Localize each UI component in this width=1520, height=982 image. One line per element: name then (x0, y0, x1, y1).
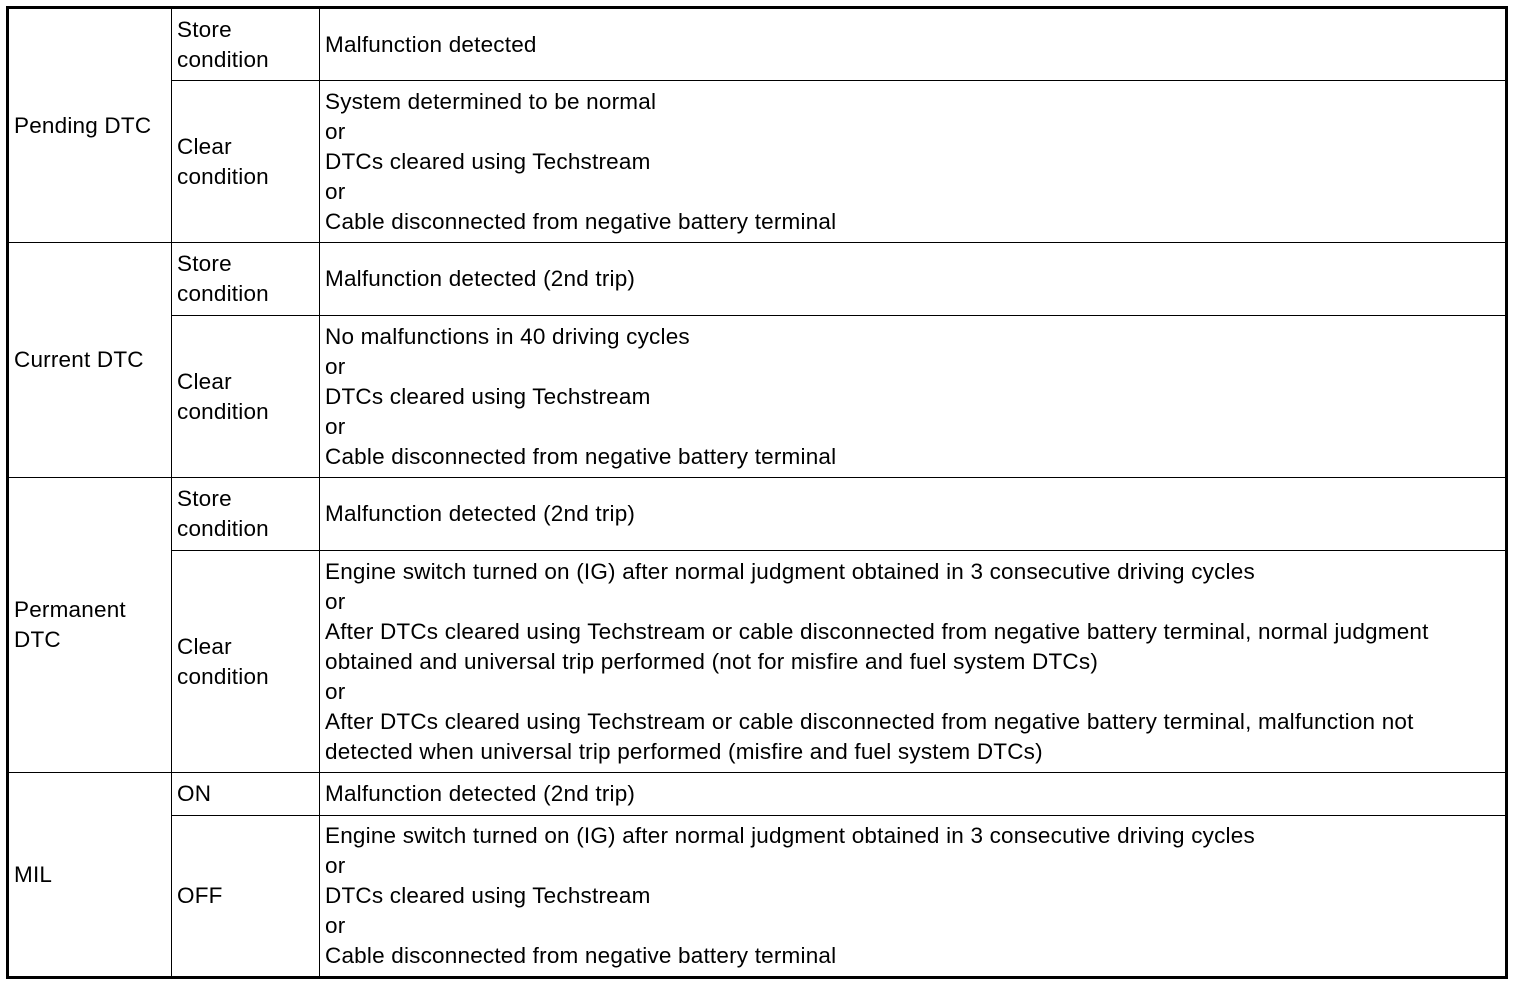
condition-text: Clear (177, 133, 232, 159)
dtc-condition-table (6, 6, 1508, 979)
row-group-name: Permanent DTC (14, 597, 126, 652)
row-group-name: Pending DTC (14, 112, 152, 138)
row-group-label (8, 8, 172, 243)
description-text: Malfunction detected (325, 31, 537, 57)
table-row (8, 8, 1507, 81)
description-text: Engine switch turned on (IG) after normal judgment obtained in 3 consecutive driving cycles (325, 823, 1255, 848)
description-text: or (325, 353, 346, 379)
description-cell (320, 816, 1507, 978)
condition-text: Clear (177, 633, 232, 659)
condition-cell (172, 243, 320, 316)
description-text: After DTCs cleared using Techstream or cable disconnected from negative battery terminal, malfunction not detected when universal trip performed (misfire and fuel system DTCs) (325, 708, 1414, 764)
condition-cell (172, 478, 320, 551)
description-text: After DTCs cleared using Techstream or cable disconnected from negative battery terminal, normal judgment obtained and universal trip performed (not for misfire and fuel system DTCs) (325, 618, 1429, 674)
condition-text: Clear (177, 368, 232, 394)
description-text: or (325, 913, 346, 938)
condition-cell (172, 8, 320, 81)
condition-text: condition (177, 516, 269, 541)
condition-cell (172, 773, 320, 816)
description-text: or (325, 853, 346, 878)
condition-cell (172, 816, 320, 978)
description-cell (320, 478, 1507, 551)
description-cell (320, 316, 1507, 478)
description-text: DTCs cleared using Techstream (325, 383, 651, 409)
table-row (8, 316, 1507, 478)
row-group-name: Current DTC (14, 347, 144, 372)
condition-text: condition (177, 163, 269, 189)
description-text: Malfunction detected (2nd trip) (325, 781, 636, 806)
condition-text: condition (177, 46, 269, 72)
condition-text: Store (177, 16, 232, 42)
description-cell (320, 8, 1507, 81)
table-row (8, 773, 1507, 816)
description-text: or (325, 588, 346, 614)
description-text: or (325, 178, 346, 204)
description-text: DTCs cleared using Techstream (325, 148, 651, 174)
description-text: Cable disconnected from negative battery terminal (325, 943, 837, 968)
description-text: Cable disconnected from negative battery terminal (325, 208, 837, 234)
condition-cell (172, 316, 320, 478)
condition-text: condition (177, 398, 269, 424)
description-text: or (325, 678, 346, 704)
description-text: Malfunction detected (2nd trip) (325, 501, 636, 526)
row-group-name: MIL (14, 861, 53, 887)
description-cell (320, 243, 1507, 316)
condition-cell (172, 81, 320, 243)
table-row (8, 81, 1507, 243)
row-group-label (8, 773, 172, 978)
description-text: or (325, 118, 346, 144)
description-text: or (325, 413, 346, 439)
description-cell (320, 551, 1507, 773)
condition-text: ON (177, 781, 212, 806)
condition-cell (172, 551, 320, 773)
table-row (8, 243, 1507, 316)
description-text: DTCs cleared using Techstream (325, 883, 651, 908)
table-row (8, 816, 1507, 978)
condition-text: condition (177, 663, 269, 689)
description-cell (320, 81, 1507, 243)
condition-text: Store (177, 486, 232, 511)
condition-text: Store (177, 251, 232, 276)
table-row (8, 551, 1507, 773)
condition-text: condition (177, 281, 269, 306)
row-group-label (8, 478, 172, 773)
row-group-label (8, 243, 172, 478)
description-cell (320, 773, 1507, 816)
condition-text: OFF (177, 883, 223, 908)
table-row (8, 478, 1507, 551)
description-text: Engine switch turned on (IG) after normal judgment obtained in 3 consecutive driving cycles (325, 558, 1255, 584)
description-text: Cable disconnected from negative battery terminal (325, 443, 837, 469)
description-text: Malfunction detected (2nd trip) (325, 266, 636, 291)
description-text: System determined to be normal (325, 88, 657, 114)
description-text: No malfunctions in 40 driving cycles (325, 323, 690, 349)
